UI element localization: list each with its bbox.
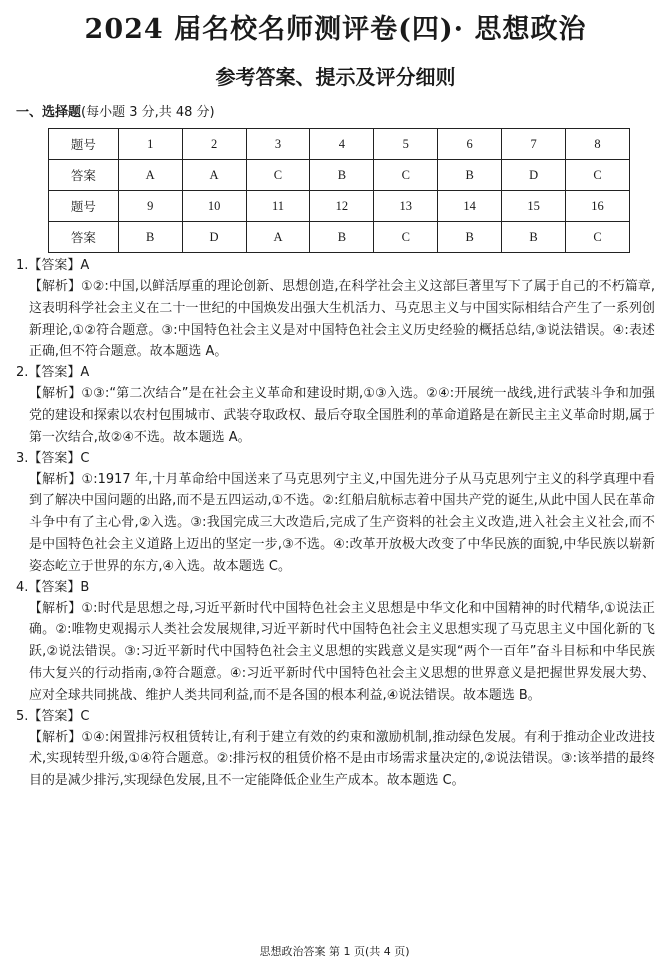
answer-table-cell: 4 xyxy=(310,129,374,160)
answer-table-cell: B xyxy=(310,160,374,191)
question-answer-heading: 4.【答案】B xyxy=(16,579,90,595)
answer-table-cell: 5 xyxy=(374,129,438,160)
question-explanation xyxy=(16,363,655,448)
question-analysis-text: 【解析】①③:“第二次结合”是在社会主义革命和建设时期,①③入选。②④:开展统一战线,进行武装斗争和加强党的建设和探索以农村包围城市、武装夺取政权、最后夺取全国胜利的革命道路是在新民主主义革命时期,属于第一次结合,故②④不选。故本题选 A。 xyxy=(29,386,655,445)
document-subtitle: 参考答案、提示及评分细则 xyxy=(215,65,456,89)
answer-table-row xyxy=(49,129,630,160)
answer-table-body xyxy=(49,129,630,253)
answer-table-row-label: 题号 xyxy=(49,129,119,160)
answer-table-row xyxy=(49,191,630,222)
answer-table-cell: C xyxy=(374,160,438,191)
answer-table-cell: D xyxy=(502,160,566,191)
answer-table-cell: 6 xyxy=(438,129,502,160)
answer-table-cell: D xyxy=(182,222,246,253)
answer-table-cell: A xyxy=(118,160,182,191)
answer-table-cell: 12 xyxy=(310,191,374,222)
answer-table-cell: B xyxy=(502,222,566,253)
question-answer-heading: 2.【答案】A xyxy=(16,365,90,381)
answer-table-cell: 9 xyxy=(118,191,182,222)
answer-table-cell: C xyxy=(566,222,630,253)
answer-table-cell: C xyxy=(246,160,310,191)
answer-table-row-label: 答案 xyxy=(49,160,119,191)
question-answer-heading: 5.【答案】C xyxy=(16,708,90,724)
answer-table-row-label: 题号 xyxy=(49,191,119,222)
answer-table-cell: 10 xyxy=(182,191,246,222)
question-analysis-text: 【解析】①:时代是思想之母,习近平新时代中国特色社会主义思想是中华文化和中国精神的时代精华,①说法正确。②:唯物史观揭示人类社会发展规律,习近平新时代中国特色社会主义思想实现了马克思主义中国化新的飞跃,②说法错误。③:习近平新时代中国特色社会主义思想的实践意义是实现“两个一百年”奋斗目标和中华民族伟大复兴的行动指南,③符合题意。④:习近平新时代中国特色社会主义思想的世界意义是把握世界发展大势、应对全球共同挑战、维护人类共同利益,而不是各国的根本利益,④说法错误。故本题选 B。 xyxy=(29,600,655,703)
answer-table-cell: 11 xyxy=(246,191,310,222)
question-answer-heading: 1.【答案】A xyxy=(16,258,90,273)
answer-table-cell: 16 xyxy=(566,191,630,222)
section-title: 一、选择题 xyxy=(16,105,82,120)
question-analysis-text: 【解析】①②:中国,以鲜活厚重的理论创新、思想创造,在科学社会主义这部巨著里写下了属于自己的不朽篇章,这表明科学社会主义在二十一世纪的中国焕发出强大生机活力、马克思主义与中国实际相结合产生了一系列创新理论,①②符合题意。③:中国特色社会主义是对中国特色社会主义历史经验的概括总结,③说法错误。④:表述正确,但不符合题意。故本题选 A。 xyxy=(29,279,655,360)
answer-table-cell: 14 xyxy=(438,191,502,222)
answer-table-cell: B xyxy=(438,222,502,253)
question-analysis-text: 【解析】①:1917 年,十月革命给中国送来了马克思列宁主义,中国先进分子从马克思列宁主义的科学真理中看到了解决中国问题的出路,而不是五四运动,①不选。②:红船启航标志着中国共产党的诞生,从此中国人民在革命斗争中有了主心骨,②入选。③:我国完成三大改造后,完成了生产资料的社会主义改造,进入社会主义社会,而不是中国特色社会主义道路上迈出的坚定一步,③不选。④:改革开放极大改变了中华民族的面貌,中华民族以崭新姿态屹立于世界的东方,④入选。故本题选 C。 xyxy=(29,471,655,574)
answer-table-cell: 3 xyxy=(246,129,310,160)
question-explanation xyxy=(16,256,655,363)
page-footer: 思想政治答案 第 1 页(共 4 页) xyxy=(259,945,410,958)
explanation-list xyxy=(16,256,655,792)
answer-table-cell: B xyxy=(310,222,374,253)
question-explanation xyxy=(16,578,655,707)
question-explanation xyxy=(16,707,655,792)
answer-table-cell: 13 xyxy=(374,191,438,222)
answer-table-row-label: 答案 xyxy=(49,222,119,253)
document-title: 2024 届名校名师测评卷(四)· 思想政治 xyxy=(84,14,587,45)
answer-table-row xyxy=(49,222,630,253)
answer-table-cell: 2 xyxy=(182,129,246,160)
answer-table xyxy=(48,128,630,253)
answer-table-cell: C xyxy=(374,222,438,253)
section-score-note: (每小题 3 分,共 48 分) xyxy=(81,105,215,120)
answer-table-cell: B xyxy=(118,222,182,253)
answer-table-cell: A xyxy=(182,160,246,191)
answer-table-cell: B xyxy=(438,160,502,191)
answer-table-cell: 1 xyxy=(118,129,182,160)
section-heading xyxy=(16,104,655,122)
question-explanation xyxy=(16,449,655,578)
answer-table-cell: A xyxy=(246,222,310,253)
answer-table-cell: C xyxy=(566,160,630,191)
question-analysis-text: 【解析】①④:闲置排污权租赁转让,有利于建立有效的约束和激励机制,推动绿色发展。有利于推动企业改进技术,实现转型升级,①④符合题意。②:排污权的租赁价格不是由市场需求量决定的,②说法错误。③:该举措的最终目的是减少排污,实现绿色发展,且不一定能降低企业生产成本。故本题选 C。 xyxy=(29,729,655,789)
answer-table-cell: 15 xyxy=(502,191,566,222)
question-answer-heading: 3.【答案】C xyxy=(16,450,90,466)
answer-table-cell: 8 xyxy=(566,129,630,160)
answer-table-row xyxy=(49,160,630,191)
answer-table-cell: 7 xyxy=(502,129,566,160)
